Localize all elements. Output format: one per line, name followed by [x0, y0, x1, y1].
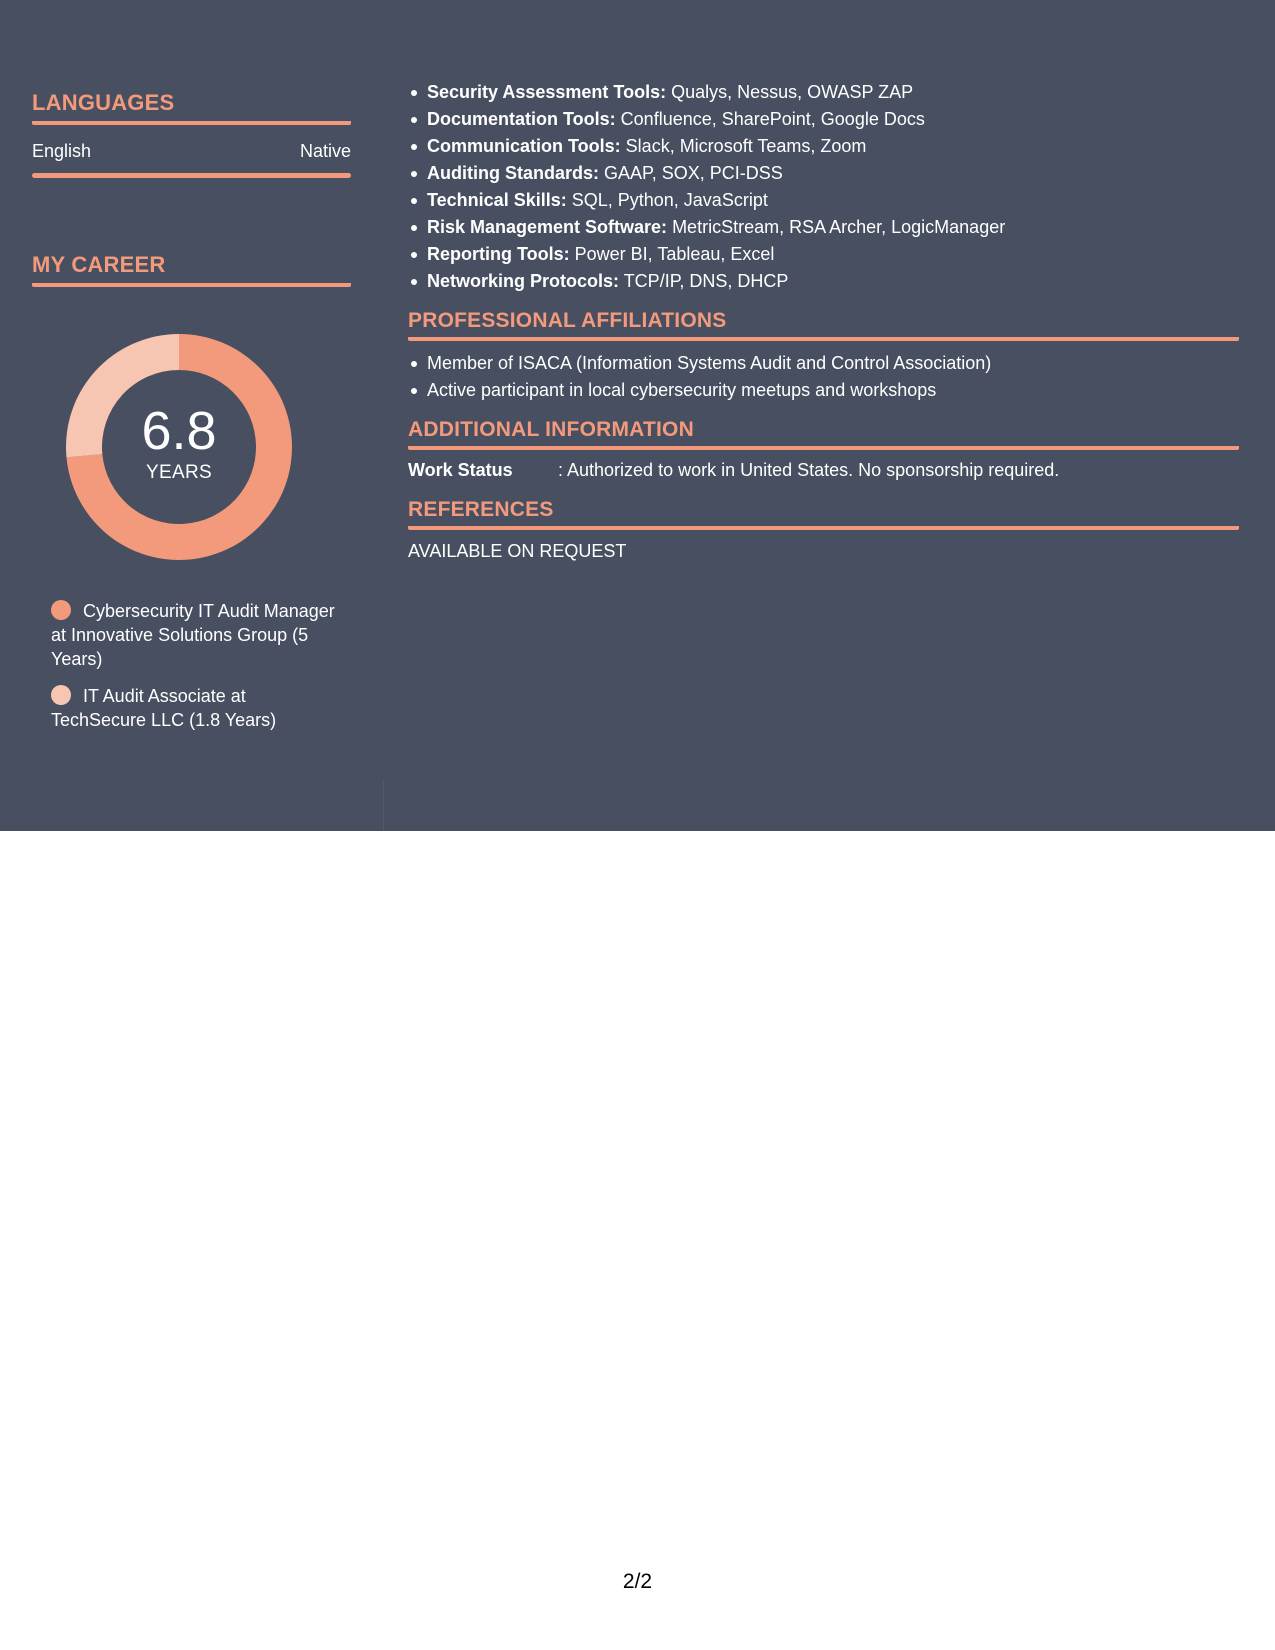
skill-label: Networking Protocols: [427, 271, 620, 291]
skill-label: Risk Management Software: [427, 217, 668, 237]
skill-value: Power BI, Tableau, Excel [569, 244, 775, 264]
career-section [32, 251, 351, 732]
affiliations-list [408, 350, 1239, 404]
language-level-bar [32, 173, 351, 178]
page-number: 2/2 [622, 1570, 653, 1593]
skill-item [427, 106, 1239, 133]
skill-label: Reporting Tools: [427, 244, 570, 264]
legend-dot-icon [51, 600, 71, 620]
left-column [32, 92, 351, 745]
career-donut-chart [59, 327, 299, 567]
skill-item [427, 241, 1239, 268]
legend-label: IT Audit Associate at TechSecure LLC (1.8 Years) [51, 685, 277, 730]
legend-item [51, 684, 341, 732]
skill-item [427, 160, 1239, 187]
languages-heading: LANGUAGES [32, 92, 351, 125]
skill-label: Security Assessment Tools: [427, 82, 667, 102]
references-section [408, 499, 1239, 563]
career-total-unit: YEARS [146, 461, 212, 483]
right-column [408, 79, 1239, 563]
skill-value: TCP/IP, DNS, DHCP [619, 271, 789, 291]
work-status-row [408, 457, 1239, 484]
legend-label: Cybersecurity IT Audit Manager at Innovative Solutions Group (5 Years) [51, 600, 335, 669]
skill-item [427, 268, 1239, 295]
languages-section [32, 92, 351, 178]
additional-info-section [408, 419, 1239, 484]
career-heading: MY CAREER [32, 254, 351, 287]
skill-label: Auditing Standards: [427, 163, 599, 183]
skill-item [427, 187, 1239, 214]
skills-list [408, 79, 1239, 295]
language-row [32, 141, 351, 163]
skill-label: Communication Tools: [427, 136, 621, 156]
skill-value: Qualys, Nessus, OWASP ZAP [666, 82, 914, 102]
skill-label: Documentation Tools: [427, 109, 616, 129]
skill-label: Technical Skills: [427, 190, 567, 210]
column-divider [383, 780, 384, 831]
skill-value: SQL, Python, JavaScript [566, 190, 768, 210]
affiliation-item: Active participant in local cybersecurity meetups and workshops [427, 377, 1239, 404]
career-legend [51, 599, 341, 732]
affiliations-heading: PROFESSIONAL AFFILIATIONS [408, 310, 1239, 341]
skill-item [427, 133, 1239, 160]
work-status-value: : Authorized to work in United States. No sponsorship required. [558, 460, 1060, 480]
skill-value: GAAP, SOX, PCI-DSS [599, 163, 783, 183]
skill-value: MetricStream, RSA Archer, LogicManager [667, 217, 1006, 237]
legend-dot-icon [51, 685, 71, 705]
skill-value: Confluence, SharePoint, Google Docs [615, 109, 925, 129]
career-total [59, 327, 299, 567]
skill-value: Slack, Microsoft Teams, Zoom [620, 136, 867, 156]
additional-info-heading: ADDITIONAL INFORMATION [408, 419, 1239, 450]
references-heading: REFERENCES [408, 499, 1239, 530]
work-status-label: Work Status [408, 460, 513, 480]
language-name: English [32, 141, 92, 161]
legend-item [51, 599, 341, 671]
career-total-value: 6.8 [141, 400, 217, 461]
affiliation-item: Member of ISACA (Information Systems Audit and Control Association) [427, 350, 1239, 377]
language-level: Native [299, 141, 351, 161]
affiliations-section [408, 310, 1239, 404]
skill-item [427, 214, 1239, 241]
skill-item [427, 79, 1239, 106]
references-text: AVAILABLE ON REQUEST [408, 541, 627, 561]
